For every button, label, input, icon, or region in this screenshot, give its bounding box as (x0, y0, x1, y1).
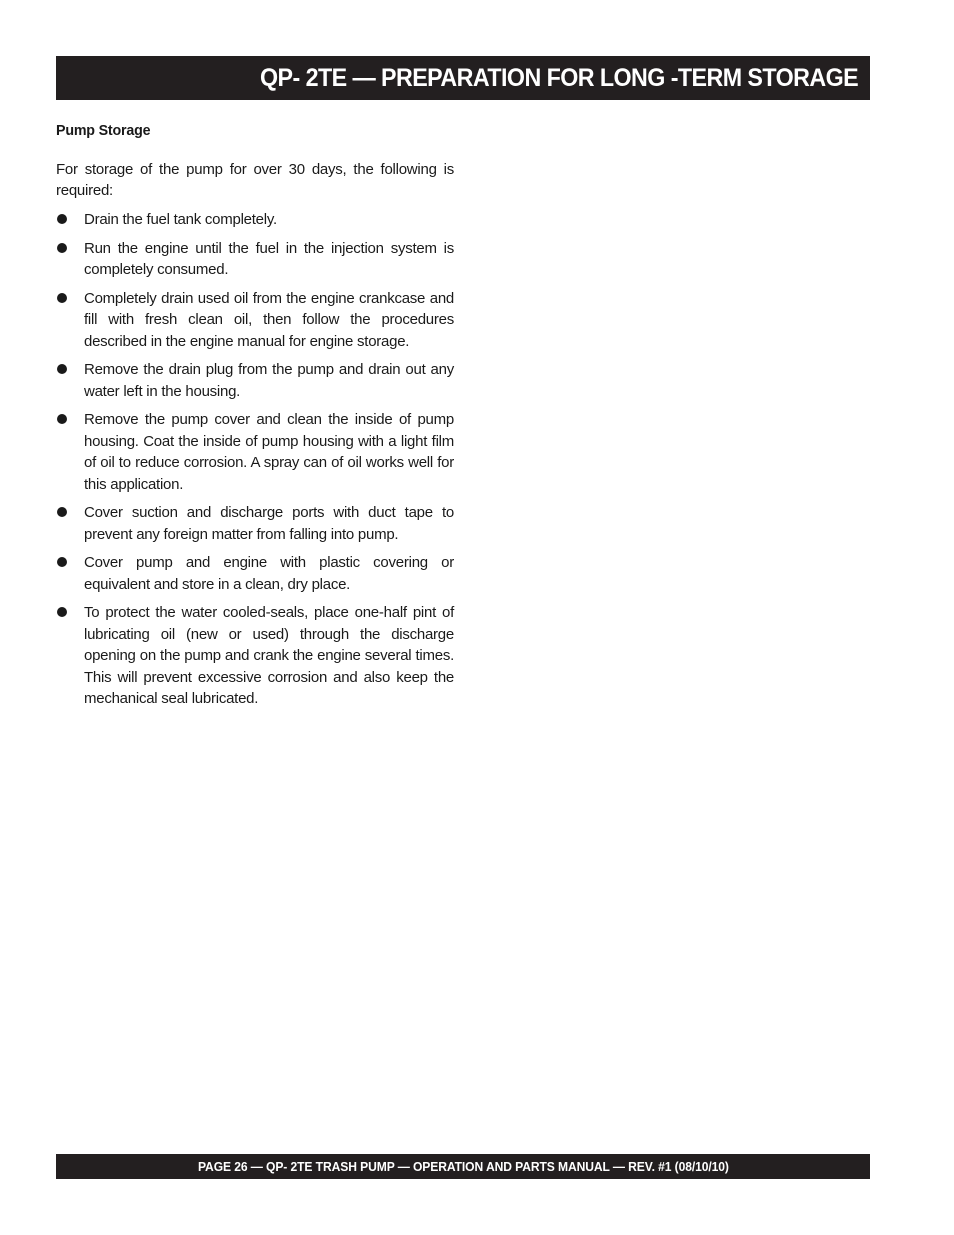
list-item (56, 552, 454, 595)
list-item (56, 409, 454, 495)
list-item (56, 238, 454, 281)
section-heading: Pump Storage (56, 122, 151, 139)
list-item (56, 209, 454, 231)
bullet-icon (57, 243, 67, 253)
header-bar (56, 56, 870, 100)
list-item (56, 359, 454, 402)
bullet-text: Cover suction and discharge ports with duct tape to prevent any foreign matter from falling into pump. (84, 504, 454, 543)
bullet-icon (57, 607, 67, 617)
main-content (56, 118, 454, 717)
bullet-text: Remove the pump cover and clean the inside of pump housing. Coat the inside of pump housing with a light film of oil to reduce corrosion. A spray can of oil works well for this application. (84, 411, 454, 493)
bullet-icon (57, 557, 67, 567)
bullet-text: Run the engine until the fuel in the injection system is completely consumed. (84, 239, 454, 278)
list-item (56, 288, 454, 353)
bullet-icon (57, 507, 67, 517)
footer-text: PAGE 26 — QP- 2TE TRASH PUMP — OPERATION AND PARTS MANUAL — REV. #1 (08/10/10) (197, 1159, 729, 1174)
bullet-icon (57, 364, 67, 374)
intro-paragraph: For storage of the pump for over 30 days, the following is required: (56, 161, 454, 199)
bullet-icon (57, 214, 67, 224)
bullet-text: Completely drain used oil from the engine crankcase and fill with fresh clean oil, then follow the procedures described in the engine manual for engine storage. (84, 289, 454, 350)
bullet-list (56, 209, 454, 710)
list-item (56, 502, 454, 545)
page-title: QP- 2TE — PREPARATION FOR LONG -TERM STORAGE (259, 63, 858, 92)
list-item (56, 602, 454, 710)
footer-bar (56, 1154, 870, 1179)
bullet-text: To protect the water cooled-seals, place one-half pint of lubricating oil (new or used) through the discharge opening on the pump and crank the engine several times. This will prevent excessive corrosion and also keep the mechanical seal lubricated. (84, 604, 454, 707)
bullet-icon (57, 414, 67, 424)
bullet-icon (57, 293, 67, 303)
bullet-text: Drain the fuel tank completely. (84, 211, 277, 228)
bullet-text: Cover pump and engine with plastic covering or equivalent and store in a clean, dry place. (84, 554, 454, 593)
bullet-text: Remove the drain plug from the pump and drain out any water left in the housing. (84, 361, 454, 400)
